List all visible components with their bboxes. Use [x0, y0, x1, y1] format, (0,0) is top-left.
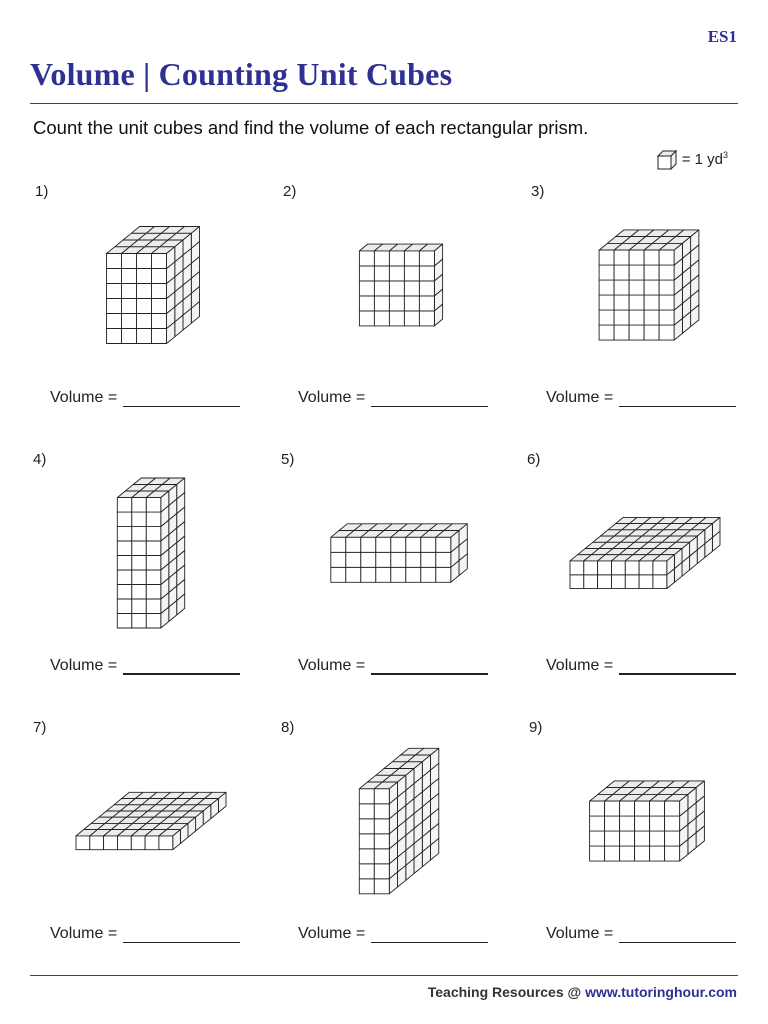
cube-face [146, 599, 161, 614]
footer-prefix: Teaching Resources @ [427, 984, 582, 1000]
cube-face [90, 836, 104, 850]
cube-face [436, 552, 451, 567]
cube-face [137, 329, 152, 344]
cube-face [620, 831, 635, 846]
cube-face [359, 879, 374, 894]
cube-face [665, 816, 680, 831]
answer-blank-2[interactable] [371, 390, 488, 407]
cube-face [152, 299, 167, 314]
volume-answer [546, 925, 736, 943]
cube-face [644, 250, 659, 265]
cube-face [389, 266, 404, 281]
problem-1 [33, 183, 273, 443]
cube-face [391, 552, 406, 567]
cube-face [659, 325, 674, 340]
prism-figure-1 [33, 203, 273, 383]
cube-face [665, 801, 680, 816]
cube-face [659, 280, 674, 295]
cube-face [146, 512, 161, 527]
problem-number: 6) [527, 451, 541, 468]
legend-label: = 1 $yd^3$ [681, 150, 728, 168]
cube-face [107, 314, 122, 329]
cube-face [117, 498, 132, 512]
cube-face [614, 280, 629, 295]
cube-face [598, 575, 612, 589]
cube-face [159, 836, 173, 850]
prism-figure-6 [525, 471, 765, 651]
prism-figure-7 [31, 739, 271, 919]
cube-face [132, 585, 147, 600]
cube-face [620, 801, 635, 816]
cube-face [137, 254, 152, 269]
volume-answer [298, 389, 488, 407]
legend-exponent: 3 [722, 150, 728, 160]
cube-face [635, 846, 650, 861]
cube-face [590, 801, 605, 816]
cube-face [605, 846, 620, 861]
cube-face [117, 570, 132, 585]
problem-7 [31, 719, 271, 979]
cube-face [625, 575, 639, 589]
cube-face [359, 819, 374, 834]
cube-face [146, 498, 161, 512]
cube-face [590, 846, 605, 861]
problem-3 [529, 183, 768, 443]
cube-face [117, 599, 132, 614]
cube-face [584, 561, 598, 575]
cube-face [122, 329, 137, 344]
cube-face [132, 498, 147, 512]
cube-face [653, 561, 667, 575]
cube-face [374, 311, 389, 326]
cube-face [614, 250, 629, 265]
problem-9 [527, 719, 767, 979]
cube-face [404, 281, 419, 296]
cube-face [359, 864, 374, 879]
cube-face [132, 527, 147, 541]
cube-face [599, 280, 614, 295]
unit-cube-legend [656, 148, 728, 170]
cube-face [614, 310, 629, 325]
cube-face [659, 295, 674, 310]
cube-face [436, 567, 451, 582]
volume-label: Volume = [50, 389, 118, 406]
volume-answer [546, 389, 736, 407]
cube-face [659, 250, 674, 265]
cube-face [374, 296, 389, 311]
volume-label: Volume = [298, 925, 366, 942]
answer-blank-1[interactable] [123, 390, 240, 407]
cube-face [650, 831, 665, 846]
cube-face [612, 561, 626, 575]
cube-face [122, 269, 137, 284]
cube-face [644, 280, 659, 295]
answer-blank-8[interactable] [371, 926, 488, 943]
cube-face [590, 816, 605, 831]
cube-face [346, 567, 361, 582]
cube-face [359, 311, 374, 326]
cube-face [629, 280, 644, 295]
cube-face [406, 567, 421, 582]
cube-face [146, 556, 161, 571]
volume-label: Volume = [546, 389, 614, 406]
cube-face [629, 265, 644, 280]
cube-face [406, 537, 421, 552]
cube-face [137, 269, 152, 284]
unit-cube-icon [656, 148, 678, 170]
cube-face [137, 299, 152, 314]
problem-number: 7) [33, 719, 47, 736]
cube-face [117, 556, 132, 571]
cube-face [359, 804, 374, 819]
cube-face [419, 311, 434, 326]
cube-face [629, 295, 644, 310]
cube-face [629, 310, 644, 325]
cube-face [625, 561, 639, 575]
cube-face [374, 251, 389, 266]
cube-face [635, 816, 650, 831]
cube-face [374, 804, 389, 819]
answer-blank-9[interactable] [619, 926, 736, 943]
problem-number: 2) [283, 183, 297, 200]
cube-face [599, 250, 614, 265]
cube-face [584, 575, 598, 589]
volume-answer [50, 925, 240, 943]
answer-blank-7[interactable] [123, 926, 240, 943]
cube-face [644, 325, 659, 340]
cube-face [107, 284, 122, 299]
problem-number: 1) [35, 183, 49, 200]
cube-face [132, 556, 147, 571]
prism-figure-8 [279, 739, 519, 919]
cube-face [132, 599, 147, 614]
volume-answer [298, 657, 488, 675]
cube-face [629, 325, 644, 340]
cube-face [635, 831, 650, 846]
cube-face [639, 575, 653, 589]
cube-face [391, 567, 406, 582]
cube-face [117, 527, 132, 541]
cube-face [614, 295, 629, 310]
cube-face [146, 541, 161, 556]
cube-face [644, 295, 659, 310]
volume-answer [546, 657, 736, 675]
footer-link[interactable]: www.tutoringhour.com [585, 984, 737, 1000]
cube-face [137, 314, 152, 329]
problem-number: 5) [281, 451, 295, 468]
cube-face [599, 310, 614, 325]
prism-figure-4 [31, 471, 271, 651]
cube-face [421, 552, 436, 567]
cube-face [145, 836, 159, 850]
volume-label: Volume = [50, 925, 118, 942]
cube-face [107, 254, 122, 269]
volume-label: Volume = [546, 925, 614, 942]
cube-face [598, 561, 612, 575]
problem-number: 3) [531, 183, 545, 200]
cube-face [665, 831, 680, 846]
cube-face [117, 541, 132, 556]
cube-face [132, 541, 147, 556]
cube-face [104, 836, 118, 850]
cube-face [76, 836, 90, 850]
cube-face [635, 801, 650, 816]
volume-answer [50, 657, 240, 675]
cube-face [152, 314, 167, 329]
cube-face [374, 789, 389, 804]
cube-face [614, 265, 629, 280]
cube-face [331, 537, 346, 552]
cube-face [644, 310, 659, 325]
volume-label: Volume = [50, 657, 118, 674]
volume-label: Volume = [298, 657, 366, 674]
cube-face [118, 836, 132, 850]
worksheet-code: ES1 [707, 27, 737, 46]
cube-face [374, 849, 389, 864]
cube-face [331, 552, 346, 567]
cube-face [374, 879, 389, 894]
prism-figure-2 [281, 203, 521, 383]
cube-face [599, 265, 614, 280]
cube-face [146, 614, 161, 629]
cube-face [146, 527, 161, 541]
cube-face [389, 296, 404, 311]
page-title: Volume | Counting Unit Cubes [30, 56, 453, 92]
cube-face [374, 281, 389, 296]
cube-face [374, 864, 389, 879]
cube-face [653, 575, 667, 589]
cube-face [107, 269, 122, 284]
footer [428, 984, 737, 1000]
cube-face [122, 299, 137, 314]
cube-face [132, 512, 147, 527]
cube-face [146, 570, 161, 585]
problem-number: 9) [529, 719, 543, 736]
cube-face [404, 266, 419, 281]
cube-face [107, 329, 122, 344]
cube-face [404, 296, 419, 311]
cube-face [359, 789, 374, 804]
problem-5 [279, 451, 519, 711]
cube-face [599, 295, 614, 310]
cube-face [650, 816, 665, 831]
volume-answer [298, 925, 488, 943]
cube-face [421, 537, 436, 552]
problem-2 [281, 183, 521, 443]
answer-blank-6[interactable] [619, 657, 736, 675]
problem-6 [525, 451, 765, 711]
problem-number: 4) [33, 451, 47, 468]
cube-face [436, 537, 451, 552]
cube-face [614, 325, 629, 340]
cube-face [122, 254, 137, 269]
cube-face [404, 311, 419, 326]
cube-face [122, 314, 137, 329]
cube-face [346, 552, 361, 567]
cube-face [570, 561, 584, 575]
cube-face [570, 575, 584, 589]
cube-face [419, 266, 434, 281]
volume-label: Volume = [546, 657, 614, 674]
cube-face [665, 846, 680, 861]
cube-face [659, 265, 674, 280]
cube-face [391, 537, 406, 552]
cube-face [590, 831, 605, 846]
instructions: Count the unit cubes and find the volume of each rectangular prism. [33, 117, 589, 138]
cube-face [359, 834, 374, 849]
cube-face [639, 561, 653, 575]
problem-8 [279, 719, 519, 979]
problem-number: 8) [281, 719, 295, 736]
cube-face [389, 251, 404, 266]
cube-face [389, 311, 404, 326]
cube-face [599, 325, 614, 340]
cube-face [361, 552, 376, 567]
cube-face [359, 296, 374, 311]
cube-face [659, 310, 674, 325]
cube-face [376, 552, 391, 567]
cube-face [107, 299, 122, 314]
cube-face [374, 819, 389, 834]
volume-answer [50, 389, 240, 407]
header-divider [30, 103, 738, 104]
cube-face [137, 284, 152, 299]
cube-face [331, 567, 346, 582]
prism-figure-9 [527, 739, 767, 919]
cube-face [389, 281, 404, 296]
cube-face [361, 537, 376, 552]
cube-face [605, 831, 620, 846]
cube-face [419, 296, 434, 311]
cube-face [346, 537, 361, 552]
cube-face [374, 834, 389, 849]
cube-face [117, 585, 132, 600]
cube-face [650, 801, 665, 816]
cube-face [605, 816, 620, 831]
prism-figure-5 [279, 471, 519, 651]
cube-face [359, 281, 374, 296]
footer-divider [30, 975, 738, 976]
cube-face [359, 251, 374, 266]
cube-face [122, 284, 137, 299]
cube-face [612, 575, 626, 589]
cube-face [419, 251, 434, 266]
answer-blank-4[interactable] [123, 657, 240, 675]
cube-face [376, 537, 391, 552]
cube-face [152, 254, 167, 269]
cube-face [620, 846, 635, 861]
cube-face [605, 801, 620, 816]
cube-face [374, 266, 389, 281]
cube-face [152, 284, 167, 299]
cube-face [644, 265, 659, 280]
answer-blank-3[interactable] [619, 390, 736, 407]
problem-4 [31, 451, 271, 711]
cube-face [650, 846, 665, 861]
cube-face [132, 614, 147, 629]
cube-face [629, 250, 644, 265]
cube-face [361, 567, 376, 582]
cube-face [117, 614, 132, 629]
cube-face [359, 266, 374, 281]
cube-face [152, 269, 167, 284]
cube-face [404, 251, 419, 266]
cube-face [620, 816, 635, 831]
cube-face [152, 329, 167, 344]
cube-face [359, 849, 374, 864]
volume-label: Volume = [298, 389, 366, 406]
answer-blank-5[interactable] [371, 657, 488, 675]
cube-face [419, 281, 434, 296]
cube-face [132, 570, 147, 585]
cube-face [421, 567, 436, 582]
cube-face [376, 567, 391, 582]
cube-face [117, 512, 132, 527]
prism-figure-3 [529, 203, 768, 383]
cube-face [131, 836, 145, 850]
cube-face [406, 552, 421, 567]
cube-face [146, 585, 161, 600]
